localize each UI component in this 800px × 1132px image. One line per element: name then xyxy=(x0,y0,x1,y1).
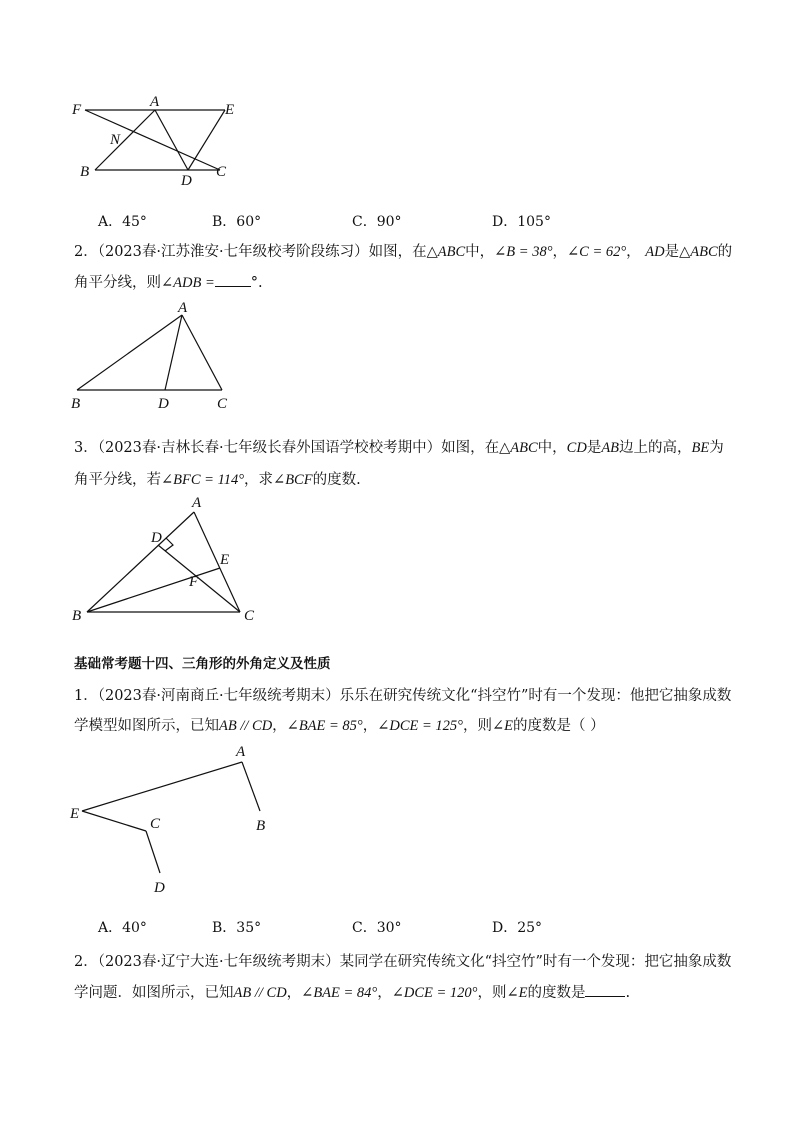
label-C: C xyxy=(244,608,255,624)
math-angle-bfc: ∠BFC = 114° xyxy=(161,472,245,488)
option-b: B．35° xyxy=(212,920,262,936)
math-parallel: AB // CD xyxy=(233,985,287,1001)
question-number: 2． xyxy=(74,954,98,970)
line-CD xyxy=(146,831,160,873)
question-3-line-2 xyxy=(74,470,361,490)
text: ，求 xyxy=(244,472,274,488)
label-C: C xyxy=(217,396,228,412)
line-AC xyxy=(194,512,240,612)
line-AD xyxy=(165,315,182,390)
label-N: N xyxy=(110,132,121,148)
math-be: BE xyxy=(691,440,710,456)
text: 边上的高， xyxy=(619,440,692,456)
text: °. xyxy=(250,275,263,291)
text: （2023春·辽宁大连·七年级统考期末）某同学在研究传统文化“抖空竹”时有一个发现：把它抽象成数 xyxy=(97,954,732,970)
math-ad: AD xyxy=(645,244,665,260)
text: ， xyxy=(272,718,287,734)
text: 的 xyxy=(717,244,733,260)
label-A: A xyxy=(150,94,160,110)
question-source: （2023春·江苏淮安·七年级校考阶段练习）如图，在 xyxy=(97,244,427,260)
math-triangle: △ABC xyxy=(679,244,718,260)
option-c: C．30° xyxy=(352,920,402,936)
math-angle-adb: ∠ADB = xyxy=(161,275,215,291)
text: 角平分线，若 xyxy=(74,472,161,488)
label-E: E xyxy=(70,806,80,822)
right-angle-mark xyxy=(165,538,173,551)
text: 是 xyxy=(586,440,602,456)
text: ， xyxy=(626,244,641,260)
math-parallel: AB // CD xyxy=(219,718,273,734)
math-angle-b: ∠B = 38° xyxy=(494,244,553,260)
line-DE xyxy=(188,110,225,170)
label-D: D xyxy=(181,173,192,189)
section-question-1-line-1 xyxy=(74,686,731,706)
text: 中， xyxy=(465,244,495,260)
line-BA xyxy=(77,315,182,390)
text: （2023春·河南商丘·七年级统考期末）乐乐在研究传统文化“抖空竹”时有一个发现：他把它抽象成数 xyxy=(97,688,732,704)
math-triangle: △ABC xyxy=(426,244,466,260)
text: 学模型如图所示，已知 xyxy=(74,718,219,734)
option-b: B．60° xyxy=(212,214,262,230)
text: 的度数是 xyxy=(527,985,586,1001)
text: ， xyxy=(377,985,392,1001)
line-EA xyxy=(82,762,242,811)
math-angle-dce: ∠DCE = 125° xyxy=(377,718,463,734)
label-A: A xyxy=(192,495,202,511)
line-FC xyxy=(85,110,220,170)
question-2-line-1 xyxy=(74,242,732,262)
text: ， xyxy=(362,718,378,734)
section-question-2-line-1 xyxy=(74,952,731,972)
text: 的度数是（ ） xyxy=(512,718,605,734)
label-B: B xyxy=(256,818,266,834)
line-AC xyxy=(182,315,222,390)
label-F: F xyxy=(189,574,199,590)
question-2-line-2 xyxy=(74,272,263,293)
math-cd: CD xyxy=(566,440,587,456)
label-E: E xyxy=(225,102,235,118)
question-3-line-1 xyxy=(74,438,724,458)
text: 为 xyxy=(709,440,724,456)
math-angle-bae: ∠BAE = 84° xyxy=(301,985,378,1001)
text: ， xyxy=(286,985,302,1001)
figure-1-diagram xyxy=(60,90,250,190)
math-angle-dce: ∠DCE = 120° xyxy=(391,985,478,1001)
question-source: （2023春·吉林长春·七年级长春外国语学校校考期中）如图，在 xyxy=(97,440,500,456)
label-C: C xyxy=(216,164,227,180)
label-A: A xyxy=(178,300,188,316)
text: 学问题．如图所示，已知 xyxy=(74,985,234,1001)
label-E: E xyxy=(220,552,230,568)
math-angle-c: ∠C = 62° xyxy=(567,244,627,260)
text: . xyxy=(625,985,631,1001)
label-C: C xyxy=(150,816,161,832)
option-d: D．25° xyxy=(492,920,543,936)
math-angle-bae: ∠BAE = 85° xyxy=(286,718,363,734)
line-AB xyxy=(242,762,260,811)
option-a: A．45° xyxy=(98,214,147,230)
text: 是 xyxy=(664,244,680,260)
figure-2-diagram xyxy=(62,298,242,416)
question-number: 2． xyxy=(74,244,98,260)
section-question-1-line-2 xyxy=(74,716,605,736)
label-A: A xyxy=(236,744,246,760)
text: 角平分线，则 xyxy=(74,275,161,291)
label-D: D xyxy=(151,530,162,546)
answer-blank[interactable] xyxy=(215,272,251,287)
section-title: 基础常考题十四、三角形的外角定义及性质 xyxy=(74,656,331,672)
label-D: D xyxy=(154,880,165,896)
line-AD xyxy=(155,110,188,170)
label-B: B xyxy=(71,396,81,412)
line-BE xyxy=(87,568,220,612)
option-a: A．40° xyxy=(98,920,147,936)
math-ab: AB xyxy=(601,440,620,456)
figure-4-diagram xyxy=(60,738,280,900)
label-B: B xyxy=(72,608,82,624)
math-angle-e: ∠E xyxy=(506,985,528,1001)
question-number: 3． xyxy=(74,440,98,456)
label-D: D xyxy=(158,396,169,412)
option-c: C．90° xyxy=(352,214,402,230)
text: 中， xyxy=(537,440,567,456)
line-EC xyxy=(82,811,146,831)
text: 的度数. xyxy=(312,472,361,488)
answer-blank[interactable] xyxy=(585,982,625,997)
text: ，则 xyxy=(477,985,507,1001)
section-question-2-line-2 xyxy=(74,982,630,1003)
label-F: F xyxy=(72,102,82,118)
option-d: D．105° xyxy=(492,214,551,230)
question-number: 1． xyxy=(74,688,98,704)
math-triangle: △ABC xyxy=(499,440,538,456)
math-angle-e: ∠E xyxy=(491,718,513,734)
math-angle-bcf: ∠BCF xyxy=(273,472,313,488)
figure-3-diagram xyxy=(62,490,272,630)
text: ， xyxy=(552,244,567,260)
text: ，则 xyxy=(462,718,492,734)
label-B: B xyxy=(80,164,90,180)
